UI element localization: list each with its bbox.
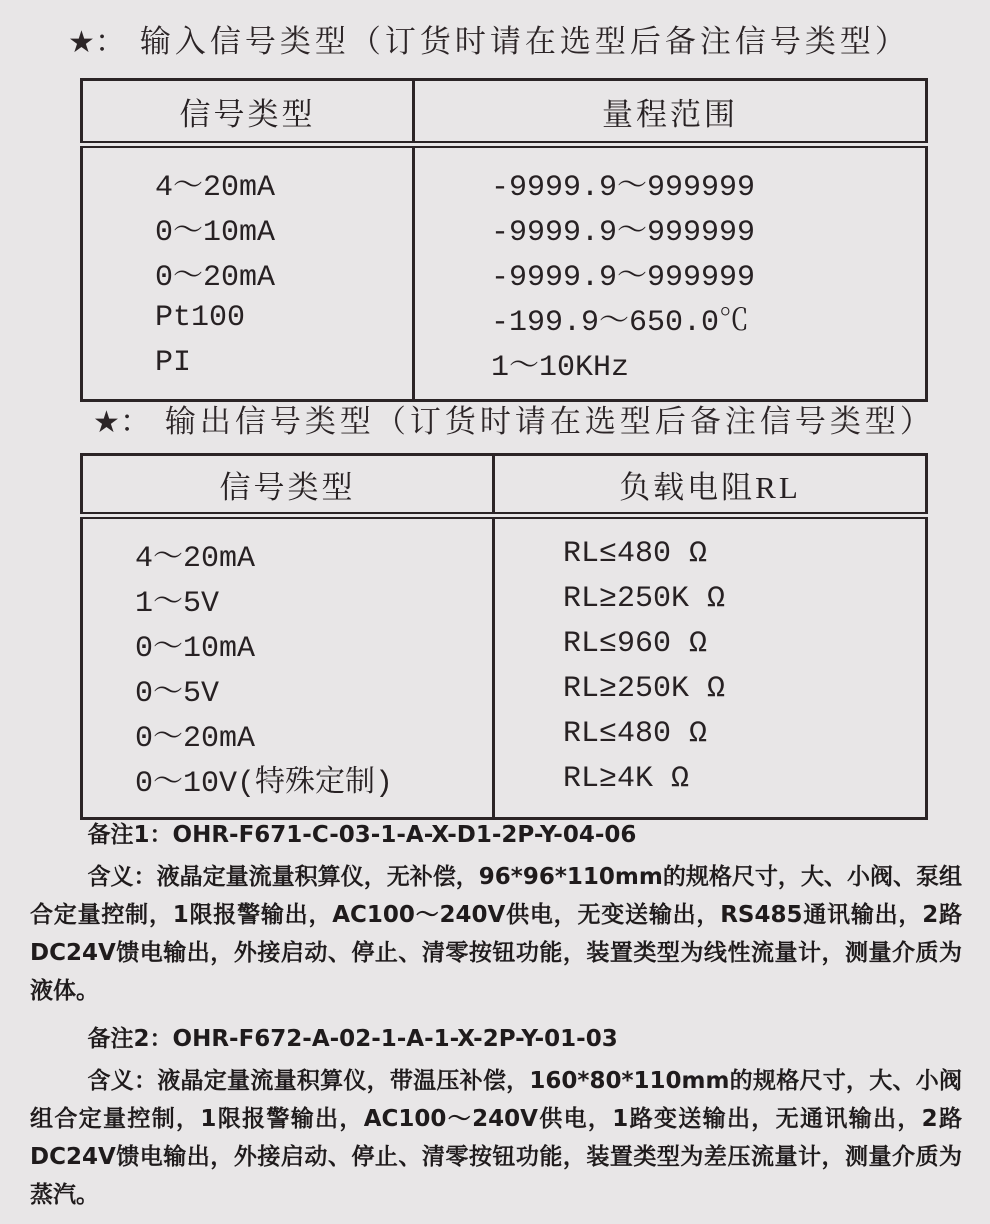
column-header-signal-type: 信号类型: [82, 455, 494, 516]
output-signal-table: [80, 453, 928, 820]
range-cell: -9999.9～999999: [491, 171, 756, 205]
table-header-row: [82, 80, 927, 145]
signal-type-cell: 4～20mA: [82, 516, 494, 577]
signal-type-cell: 0～5V: [82, 666, 494, 711]
meaning-1-label: 含义：: [87, 864, 157, 890]
signal-type-cell: 0～10mA: [82, 621, 494, 666]
signal-type-cell: 0～10V(特殊定制): [82, 756, 494, 819]
output-signal-heading: [93, 396, 935, 441]
remark-1-code-line: [30, 816, 962, 854]
load-resistance-cell: RL≤480 Ω: [563, 536, 708, 571]
signal-type-cell: 1～5V: [82, 576, 494, 621]
table-header-row: [82, 455, 927, 516]
meaning-1-text: 液晶定量流量积算仪，无补偿，96*96*110mm的规格尺寸，大、小阀、泵组合定量控制，1限报警输出，AC100～240V供电，无变送输出，RS485通讯输出，2路DC24V馈电输出，外接启动、停止、清零按钮功能，装置类型为线性流量计，测量介质为液体。: [30, 864, 963, 1004]
remark-1-label: 备注1：: [87, 822, 173, 848]
input-signal-heading: [68, 16, 910, 61]
table-row: [82, 621, 927, 666]
remark-1-meaning: [30, 858, 962, 1010]
table-row: [82, 756, 927, 819]
column-header-signal-type: 信号类型: [82, 80, 414, 145]
heading-colon: ：: [94, 24, 126, 59]
column-header-range: 量程范围: [414, 80, 927, 145]
load-resistance-cell: RL≥250K Ω: [563, 581, 726, 616]
load-resistance-cell: RL≥4K Ω: [563, 761, 690, 796]
remark-2-code-line: [30, 1020, 962, 1058]
remark-2-label: 备注2：: [87, 1026, 173, 1052]
range-cell: 1～10KHz: [491, 351, 630, 385]
table-row: [82, 250, 927, 295]
table-row: [82, 666, 927, 711]
meaning-2-label: 含义：: [87, 1068, 158, 1094]
table-row: [82, 205, 927, 250]
remark-2-model-code: OHR-F672-A-02-1-A-1-X-2P-Y-01-03: [172, 1026, 618, 1052]
table-row: [82, 516, 927, 577]
signal-type-cell: 0～20mA: [82, 250, 414, 295]
load-resistance-cell: RL≤960 Ω: [563, 626, 708, 661]
remark-2-meaning: [30, 1062, 962, 1214]
table-row: [82, 576, 927, 621]
output-signal-heading-text: 输出信号类型（订货时请在选型后备注信号类型）: [164, 404, 935, 439]
signal-type-cell: 4～20mA: [82, 145, 414, 206]
input-signal-heading-text: 输入信号类型（订货时请在选型后备注信号类型）: [139, 24, 910, 59]
signal-type-cell: 0～10mA: [82, 205, 414, 250]
table-row: [82, 711, 927, 756]
range-cell: -9999.9～999999: [491, 261, 756, 295]
star-icon: ★: [68, 26, 95, 59]
table-row: [82, 145, 927, 206]
load-resistance-cell: RL≤480 Ω: [563, 716, 708, 751]
signal-type-cell: Pt100: [82, 295, 414, 340]
range-cell: -9999.9～999999: [491, 216, 756, 250]
meaning-2-text: 液晶定量流量积算仪，带温压补偿，160*80*110mm的规格尺寸，大、小阀组合定量控制，1限报警输出，AC100～240V供电，1路变送输出，无通讯输出，2路DC24V馈电输出，外接启动、停止、清零按钮功能，装置类型为差压流量计，测量介质为蒸汽。: [30, 1068, 963, 1208]
star-icon: ★: [93, 406, 120, 439]
table-row: [82, 295, 927, 340]
column-header-load-resistance: 负载电阻RL: [494, 455, 927, 516]
load-resistance-cell: RL≥250K Ω: [563, 671, 726, 706]
remarks-block: [30, 816, 962, 1224]
range-cell: -199.9～650.0℃: [491, 306, 750, 340]
remark-1-model-code: OHR-F671-C-03-1-A-X-D1-2P-Y-04-06: [172, 822, 637, 848]
input-signal-table: [80, 78, 928, 402]
table-row: [82, 340, 927, 401]
signal-type-cell: PI: [82, 340, 414, 401]
signal-type-cell: 0～20mA: [82, 711, 494, 756]
heading-colon: ：: [119, 404, 151, 439]
